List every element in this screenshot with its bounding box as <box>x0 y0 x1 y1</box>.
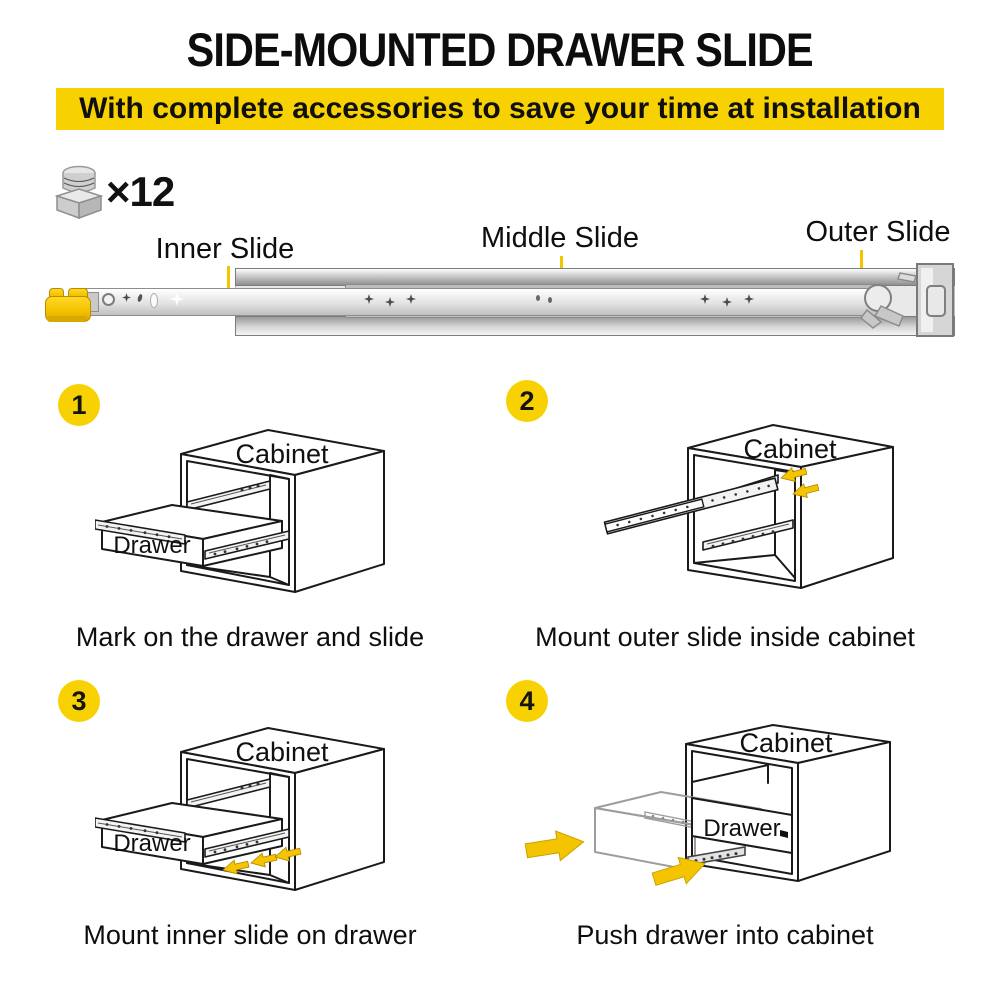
step-4-caption: Push drawer into cabinet <box>576 920 874 950</box>
hex-bolt-icon <box>50 162 108 224</box>
inner-slide-label: Inner Slide <box>155 233 295 265</box>
step-4-number: 4 <box>519 685 535 716</box>
step-4-cabinet-label: Cabinet <box>739 728 833 758</box>
middle-slide-label: Middle Slide <box>481 222 639 254</box>
inner-slide-bar <box>83 288 885 316</box>
step-1-number: 1 <box>71 389 87 420</box>
step-1-cabinet-diagram <box>95 424 387 596</box>
step-4-cabinet-diagram <box>518 710 958 910</box>
cutout-mark <box>536 295 540 301</box>
cutout-mark <box>700 294 710 304</box>
cutout-mark <box>406 294 416 304</box>
step-3-caption: Mount inner slide on drawer <box>83 920 417 950</box>
outer-slide-label: Outer Slide <box>805 216 951 248</box>
step-2-badge <box>506 380 548 422</box>
step-1-caption: Mark on the drawer and slide <box>75 622 425 652</box>
cutout-mark <box>548 297 552 303</box>
page-title-text: SIDE-MOUNTED DRAWER SLIDE <box>186 23 813 76</box>
mounting-hole <box>102 293 115 306</box>
step-3-cabinet-label: Cabinet <box>235 737 329 767</box>
cutout-mark <box>385 297 395 307</box>
slide-lock-mechanism <box>815 260 955 344</box>
cutout-mark <box>364 294 374 304</box>
step-2-cabinet-diagram <box>553 418 953 608</box>
oval-hole <box>150 293 158 308</box>
cutout-mark <box>722 297 732 307</box>
big-yellow-arrow-icon <box>524 827 709 892</box>
step-2-number: 2 <box>519 385 535 416</box>
star-hole <box>170 292 184 306</box>
step-3-drawer-label: Drawer <box>113 830 191 857</box>
step-3-badge <box>58 680 100 722</box>
step-3-cabinet-diagram <box>95 722 387 894</box>
cutout-mark <box>137 294 143 303</box>
handle-lip <box>47 316 87 322</box>
cutout-mark <box>122 293 131 302</box>
step-1-drawer-label: Drawer <box>113 532 191 559</box>
cutout-mark <box>744 294 754 304</box>
banner <box>56 88 944 130</box>
hardware-count: ×12 <box>106 168 175 215</box>
step-1-cabinet-label: Cabinet <box>235 439 329 469</box>
banner-text: With complete accessories to save your time at installation <box>79 92 921 125</box>
page-title <box>0 22 1000 77</box>
drawer-slide-illustration <box>45 254 955 348</box>
step-3-number: 3 <box>71 685 87 716</box>
step-2-cabinet-label: Cabinet <box>743 434 837 464</box>
step-4-drawer-label: Drawer <box>703 815 781 842</box>
step-2-caption: Mount outer slide inside cabinet <box>535 622 915 652</box>
step-1-badge <box>58 384 100 426</box>
